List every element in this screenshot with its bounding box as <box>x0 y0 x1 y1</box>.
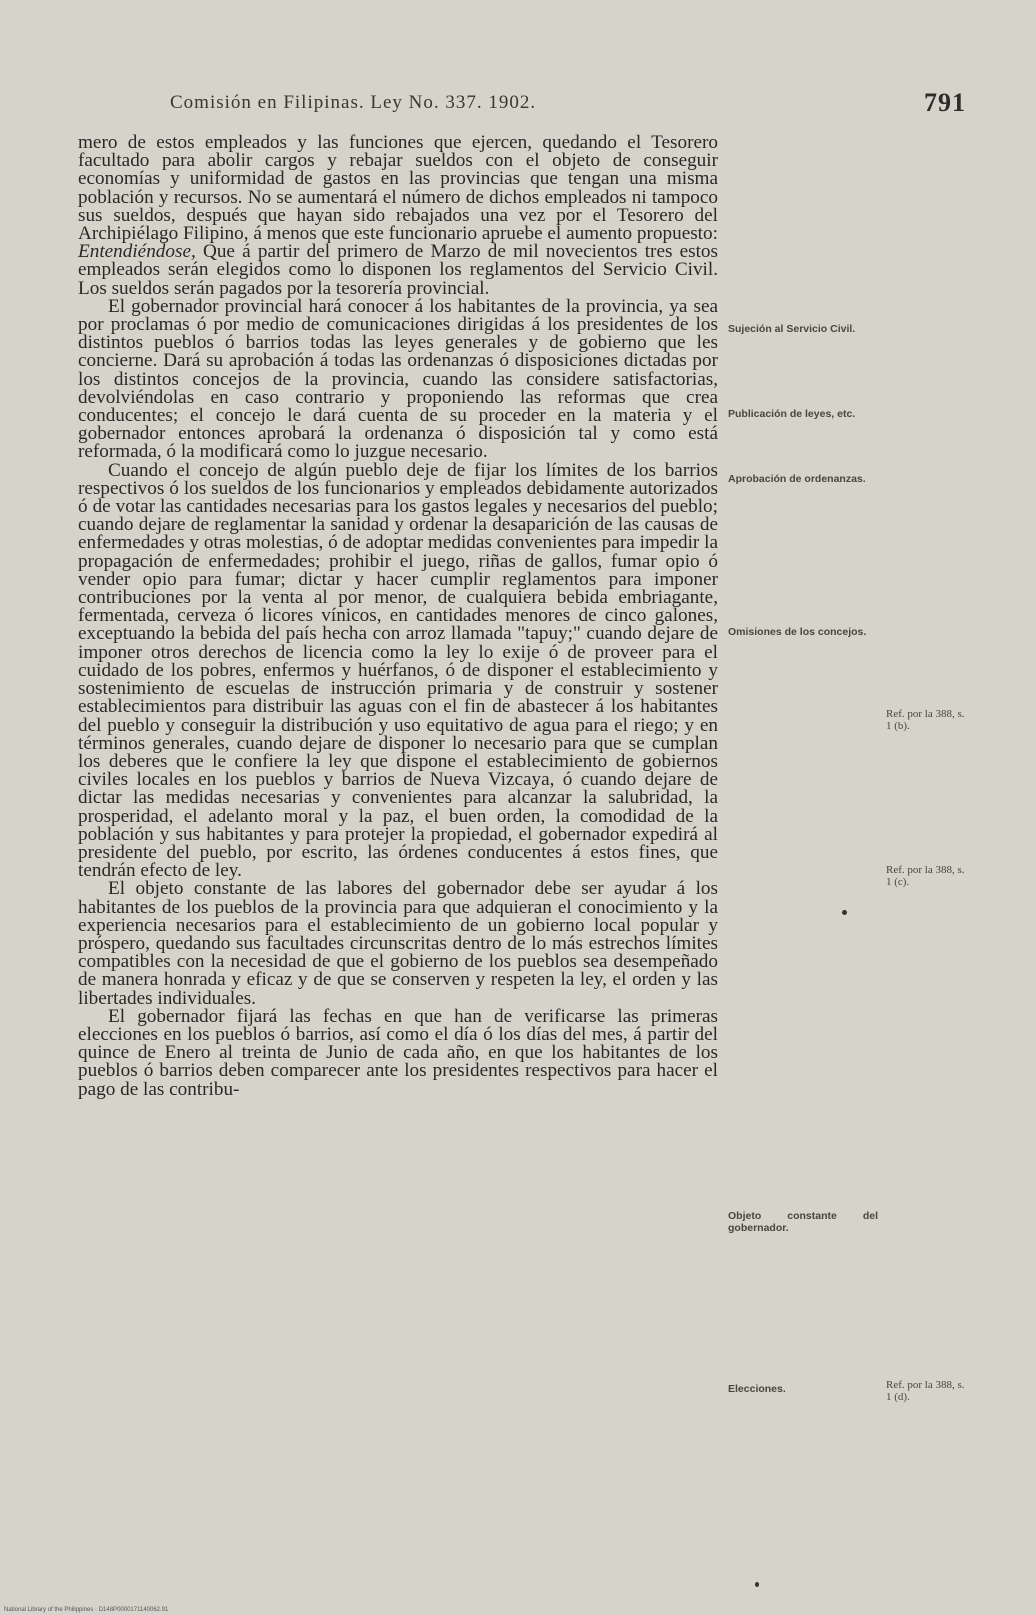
paragraph: mero de estos empleados y las funciones que ejercen, quedando el Tesorero facultado para abolir cargos y rebajar sueldos con el objeto de conseguir economías y uniformidad de gastos en las provincias que tengan una misma población y recursos. No se aumentará el número de dichos empleados ni tampoco sus sueldos, después que hayan sido rebajados una vez por el Tesorero del Archipiélago Filipino, á menos que este funcionario apruebe el aumento propuesto: <box>78 132 718 245</box>
paragraph-text: Que á partir del primero de Marzo de mil novecientos tres estos empleados serán elegidos como lo disponen los reglamentos del Servicio Civil. Los sueldos serán pagados por la tesorería provincial. <box>78 241 718 299</box>
italic-lead: Entendiéndose, <box>78 241 196 263</box>
running-title: Comisión en Filipinas. Ley No. 337. 1902. <box>170 92 537 113</box>
ink-speck <box>755 1582 759 1587</box>
reference-note: Ref. por la 388, s. 1 (c). <box>886 864 965 888</box>
scan-footer: National Library of the Philippines · D148P0000171140062.91 <box>4 1607 169 1613</box>
page-number: 791 <box>924 88 966 117</box>
margin-note: Objeto constante del gobernador. <box>728 1210 878 1234</box>
margin-note: Elecciones. <box>728 1383 786 1395</box>
margin-note: Publicación de leyes, etc. <box>728 408 856 420</box>
paragraph <box>78 243 718 298</box>
margin-note: Omisiones de los concejos. <box>728 626 867 638</box>
reference-note: Ref. por la 388, s. 1 (b). <box>886 708 965 732</box>
ink-speck <box>842 910 847 915</box>
paragraph: Cuando el concejo de algún pueblo deje de fijar los límites de los barrios respectivos ó los sueldos de los funcionarios y empleados debidamente autorizados ó de votar las cantidades necesarias para los gastos legales y necesarios del pueblo; cuando dejare de reglamentar la sanidad y ordenar la desaparición de las causas de enfermedades y otras molestias, ó de adoptar medidas convenientes para impedir la propagación de enfermedades; prohibir el juego, riñas de gallos, fumar opio ó vender opio para fumar; dictar y hacer cumplir reglamentos para imponer contribuciones por la venta al por menor, de cualquiera bebida embriagante, fermentada, cerveza ó licores vínicos, en cantidades menores de cinco galones, exceptuando la bebida del país hecha con arroz llamada "tapuy;" cuando dejare de imponer otros derechos de licencia como la ley lo exije ó de proveer para el cuidado de los pobres, enfermos y huérfanos, ó de disponer el establecimiento y sostenimiento de escuelas de instrucción primaria y de construir y sostener establecimientos para distribuir las aguas con el fin de abastecer á los habitantes del pueblo y conseguir la distribución y uso equitativo de agua para el riego; y en términos generales, cuando dejare de disponer lo necesario para que se cumplan los deberes que le confiere la ley que dispone el establecimiento de gobiernos civiles locales en los pueblos y barrios de Nueva Vizcaya, ó cuando dejare de dictar las medidas necesarias y convenientes para alcanzar la salubridad, la prosperidad, el adelanto moral y la paz, el buen orden, la comodidad de la población y sus habitantes y para protejer la propiedad, el gobernador expedirá al presidente del pueblo, por escrito, las órdenes conducentes á estos fines, que tendrán efecto de ley. <box>78 459 718 882</box>
reference-note: Ref. por la 388, s. 1 (d). <box>886 1379 965 1403</box>
paragraph: El objeto constante de las labores del gobernador debe ser ayudar á los habitantes de los pueblos de la provincia para que adquieran el conocimiento y la experiencia necesarios para el establecimiento de un gobierno local popular y próspero, quedando sus facultades circunscritas dentro de lo más estrechos límites compatibles con la necesidad de que el gobierno de los pueblos sea desempeñado de manera honrada y eficaz y de que se conserven y respeten la ley, el orden y las libertades individuales. <box>78 878 718 1009</box>
paragraph: El gobernador provincial hará conocer á los habitantes de la provincia, ya sea por proclamas ó por medio de comunicaciones dirigidas á los presidentes de los distintos pueblos ó barrios todas las leyes generales y de gobierno que les concierne. Dará su aprobación á todas las ordenanzas ó disposiciones dictadas por los distintos concejos de la provincia, cuando las considere satisfactorias, devolviéndolas en caso contrario y proponiendo las reformas que crea conducentes; el concejo le dará cuenta de su proceder en la materia y el gobernador entonces aprobará la ordenanza ó disposición tal y como está reformada, ó la modificará como lo juzgue necesario. <box>78 295 718 463</box>
margin-note: Aprobación de ordenanzas. <box>728 473 866 485</box>
margin-note: Sujeción al Servicio Civil. <box>728 323 856 335</box>
body-text <box>78 134 718 1099</box>
page-header <box>170 88 970 128</box>
paragraph: El gobernador fijará las fechas en que han de verificarse las primeras elecciones en los pueblos ó barrios, así como el día ó los días del mes, á partir del quince de Enero al treinta de Junio de cada año, en que los habitantes de los pueblos ó barrios deben comparecer ante los presidentes respectivos para hacer el pago de las contribu- <box>78 1005 718 1100</box>
